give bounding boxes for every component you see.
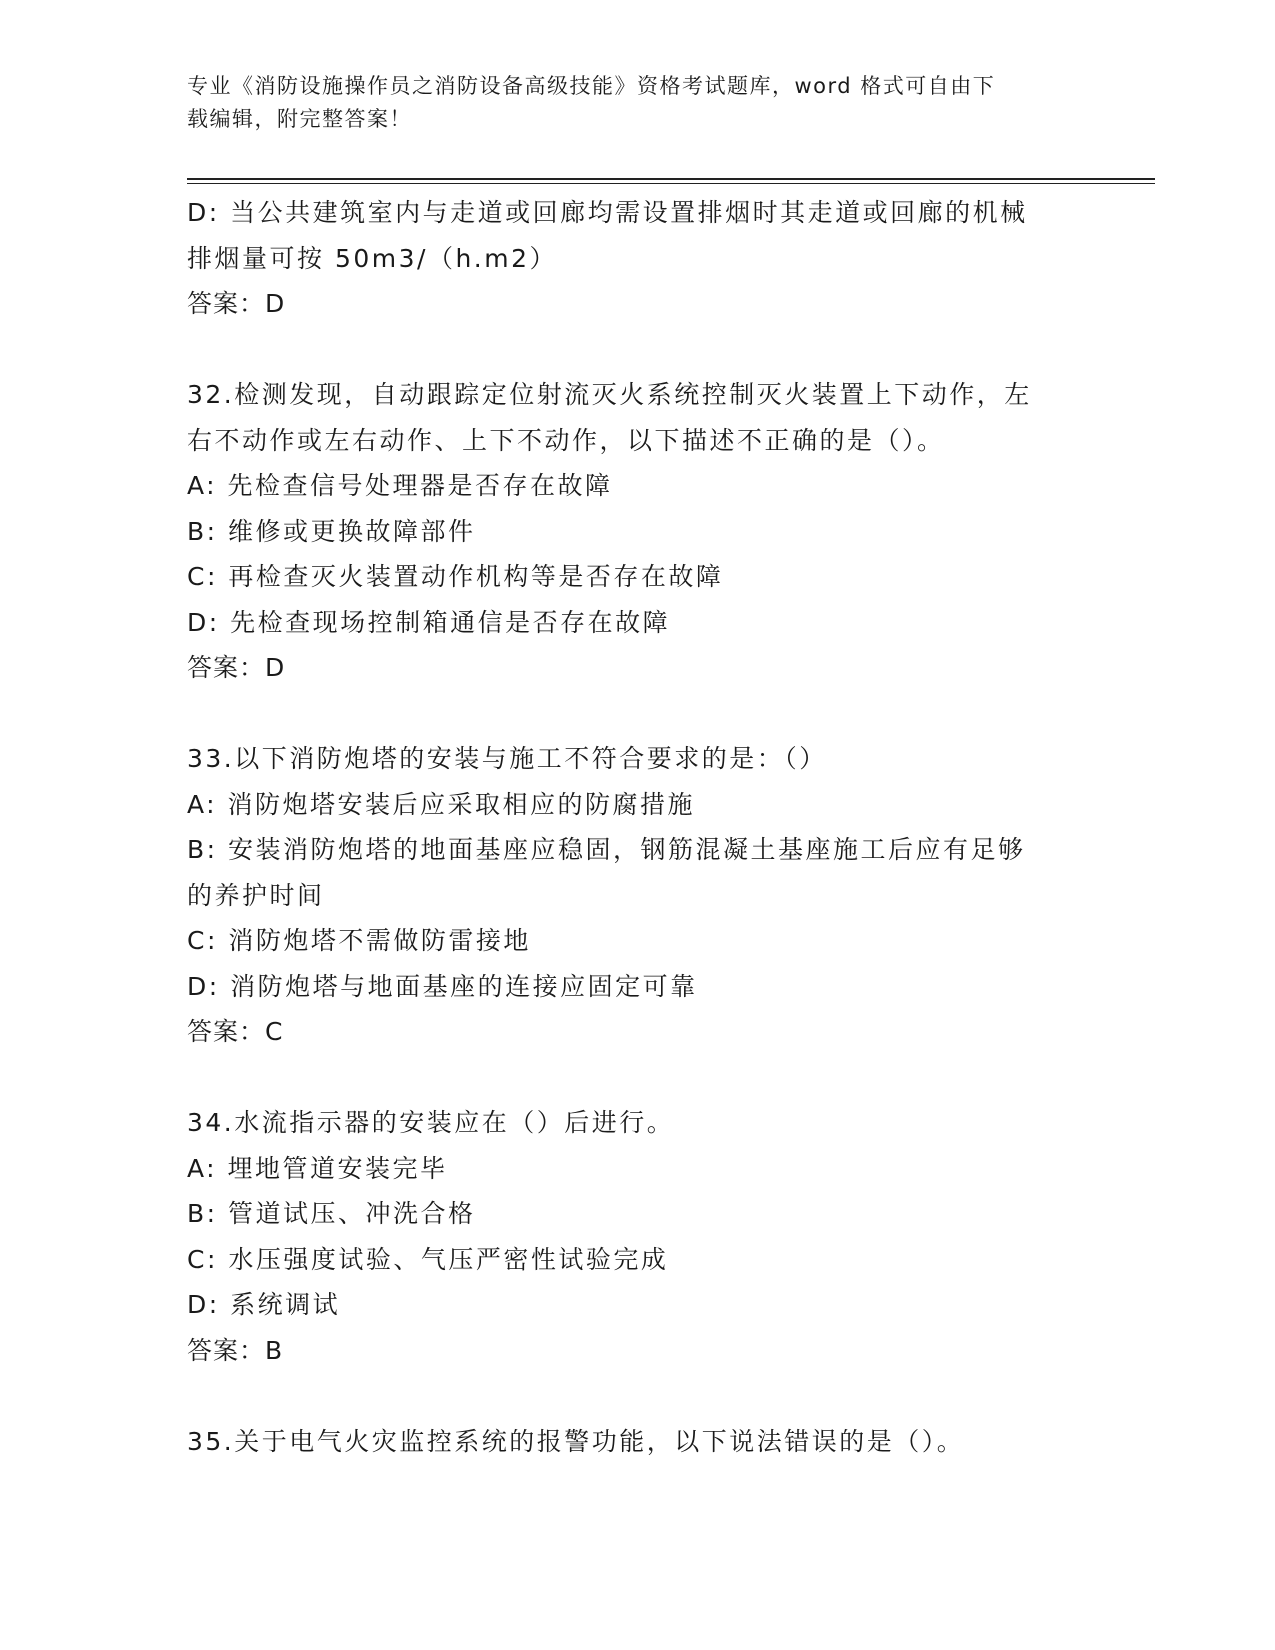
answer: 答案：D [187,289,286,318]
header-line-1: 专业《消防设施操作员之消防设备高级技能》资格考试题库，word 格式可自由下 [187,74,996,98]
option-d-line-1: D: 当公共建筑室内与走道或回廊均需设置排烟时其走道或回廊的机械 [187,198,1028,227]
answer: 答案：B [187,1335,284,1365]
spacer [187,1374,1087,1419]
option-a: A: 消防炮塔安装后应采取相应的防腐措施 [187,789,696,819]
answer: 答案：D [187,653,286,682]
spacer [187,327,1087,372]
question-35 [187,1419,1087,1465]
question-list [187,190,1087,1464]
spacer [187,691,1087,736]
question-stem-line-2: 右不动作或左右动作、上下不动作，以下描述不正确的是（）。 [187,425,945,455]
option-d: D: 系统调试 [187,1290,341,1319]
option-d-line-2: 排烟量可按 50m3/（h.m2） [187,243,557,273]
option-a: A: 先检查信号处理器是否存在故障 [187,471,613,500]
option-b: B: 管道试压、冲洗合格 [187,1199,476,1228]
option-b-line-1: B: 安装消防炮塔的地面基座应稳固，钢筋混凝土基座施工后应有足够 [187,835,1026,864]
spacer [187,1055,1087,1100]
option-b-line-2: 的养护时间 [187,880,325,910]
question-stem: 34.水流指示器的安装应在（）后进行。 [187,1108,675,1137]
option-d: D: 先检查现场控制箱通信是否存在故障 [187,607,671,637]
question-stem: 33.以下消防炮塔的安装与施工不符合要求的是：（） [187,744,827,773]
document-header [187,70,1067,136]
answer: 答案：C [187,1017,284,1046]
question-34 [187,1100,1087,1374]
option-b: B: 维修或更换故障部件 [187,516,476,546]
option-d: D: 消防炮塔与地面基座的连接应固定可靠 [187,971,698,1001]
question-stem-line-1: 32.检测发现，自动跟踪定位射流灭火系统控制灭火装置上下动作，左 [187,380,1032,409]
question-32 [187,372,1087,691]
header-line-2: 载编辑，附完整答案！ [187,107,412,131]
question-33 [187,736,1087,1055]
question-stem: 35.关于电气火灾监控系统的报警功能，以下说法错误的是（）。 [187,1426,965,1456]
header-divider-thin [187,183,1155,184]
option-a: A: 埋地管道安装完毕 [187,1153,448,1183]
option-c: C: 再检查灭火装置动作机构等是否存在故障 [187,562,724,591]
option-c: C: 水压强度试验、气压严密性试验完成 [187,1244,669,1274]
option-c: C: 消防炮塔不需做防雷接地 [187,926,531,955]
question-31-fragment [187,190,1087,327]
header-divider-thick [187,178,1155,180]
